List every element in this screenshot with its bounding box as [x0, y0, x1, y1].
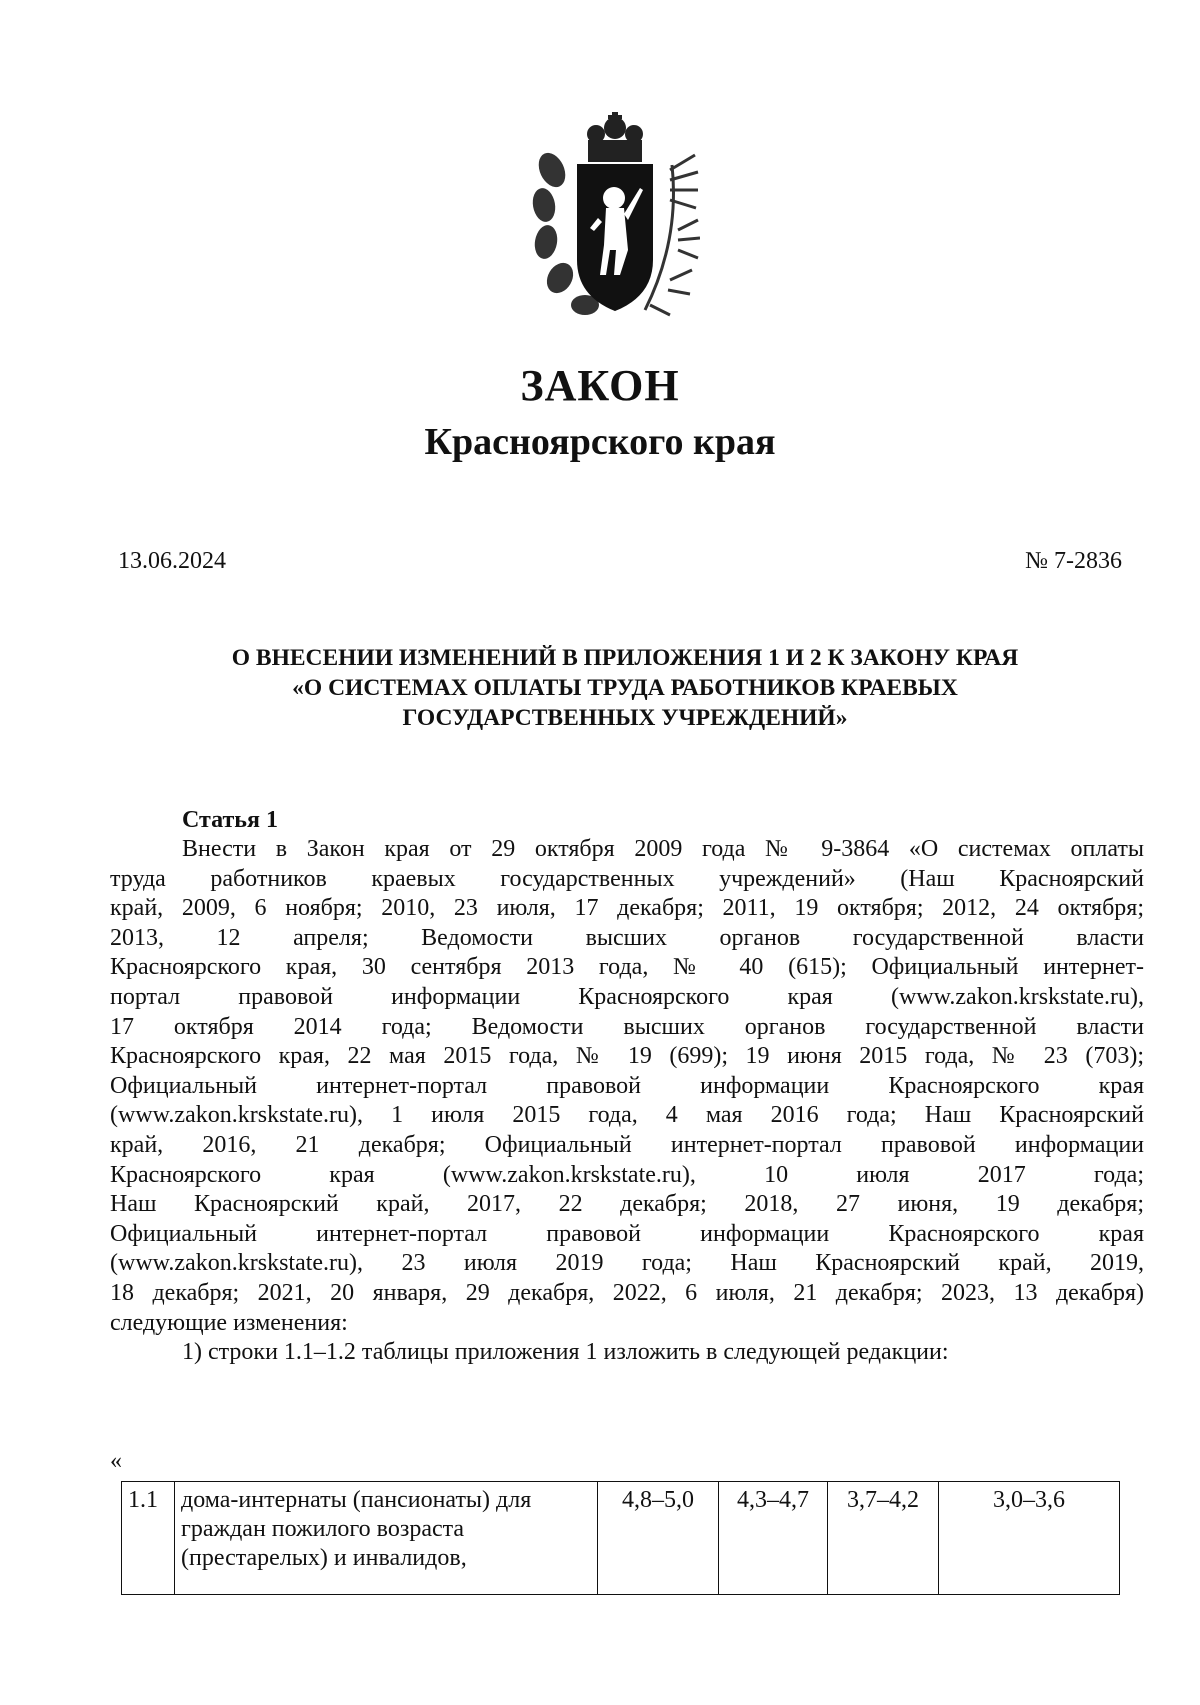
table-cell-value: 3,0–3,6: [939, 1482, 1120, 1595]
body-line: Наш Красноярский край, 2017, 22 декабря; 2018, 27 июня, 19 декабря;: [110, 1191, 1144, 1218]
document-date: 13.06.2024: [118, 548, 226, 574]
body-line: Красноярского края, 22 мая 2015 года, № 19 (699); 19 июня 2015 года, № 23 (703);: [110, 1043, 1144, 1070]
table-cell-name-line: (престарелых) и инвалидов,: [181, 1545, 467, 1571]
body-line: Красноярского края (www.zakon.krskstate.ru), 10 июля 2017 года;: [110, 1161, 1144, 1188]
table-cell-name-line: граждан пожилого возраста: [181, 1516, 465, 1542]
crown-icon: [587, 112, 643, 162]
table-cell-value: 3,7–4,2: [828, 1482, 939, 1595]
body-line: 1) строки 1.1–1.2 таблицы приложения 1 изложить в следующей редакции:: [182, 1339, 949, 1366]
body-line: 17 октября 2014 года; Ведомости высших органов государственной власти: [110, 1013, 1144, 1040]
law-heading-line: О ВНЕСЕНИИ ИЗМЕНЕНИЙ В ПРИЛОЖЕНИЯ 1 И 2 К ЗАКОНУ КРАЯ: [231, 645, 1019, 671]
document-title: ЗАКОН: [520, 361, 680, 410]
body-line: труда работников краевых государственных учреждений» (Наш Красноярский: [110, 865, 1144, 892]
table-cell-name-line: дома-интернаты (пансионаты) для: [181, 1487, 532, 1513]
table-cell-name: [175, 1482, 598, 1595]
body-line: (www.zakon.krskstate.ru), 1 июля 2015 года, 4 мая 2016 года; Наш Красноярский: [110, 1102, 1144, 1129]
article-body: [110, 835, 1144, 1368]
law-heading-line: «О СИСТЕМАХ ОПЛАТЫ ТРУДА РАБОТНИКОВ КРАЕВЫХ: [292, 675, 958, 701]
body-line: Красноярского края, 30 сентября 2013 года, № 40 (615); Официальный интернет-: [110, 954, 1144, 981]
open-quote: «: [110, 1448, 122, 1474]
body-line: Официальный интернет-портал правовой информации Красноярского края: [110, 1220, 1144, 1247]
body-line: край, 2009, 6 ноября; 2010, 23 июля, 17 декабря; 2011, 19 октября; 2012, 24 октября;: [110, 895, 1144, 922]
table-cell-value: 4,8–5,0: [598, 1482, 719, 1595]
salary-table: [121, 1481, 1120, 1595]
body-line: (www.zakon.krskstate.ru), 23 июля 2019 года; Наш Красноярский край, 2019,: [110, 1250, 1144, 1277]
body-line: край, 2016, 21 декабря; Официальный интернет-портал правовой информации: [110, 1131, 1144, 1158]
table-row: [122, 1482, 1120, 1595]
article-title: Статья 1: [182, 807, 278, 833]
table-cell-number: 1.1: [122, 1482, 175, 1595]
law-heading: [110, 643, 1140, 733]
law-heading-line: ГОСУДАРСТВЕННЫХ УЧРЕЖДЕНИЙ»: [402, 705, 848, 731]
document-number: № 7-2836: [1025, 548, 1122, 574]
body-line: Внести в Закон края от 29 октября 2009 года № 9-3864 «О системах оплаты: [182, 836, 1144, 862]
palm-branch-icon: [645, 155, 700, 315]
body-line: 2013, 12 апреля; Ведомости высших органов государственной власти: [110, 924, 1144, 951]
body-line: следующие изменения:: [110, 1309, 348, 1336]
body-line: Официальный интернет-портал правовой информации Красноярского края: [110, 1072, 1144, 1099]
table-cell-value: 4,3–4,7: [719, 1482, 828, 1595]
body-line: 18 декабря; 2021, 20 января, 29 декабря, 2022, 6 июля, 21 декабря; 2023, 13 декабря): [110, 1279, 1144, 1306]
coat-of-arms-emblem: [530, 110, 700, 330]
body-line: портал правовой информации Красноярского края (www.zakon.krskstate.ru),: [110, 983, 1144, 1010]
document-subtitle: Красноярского края: [424, 421, 776, 463]
